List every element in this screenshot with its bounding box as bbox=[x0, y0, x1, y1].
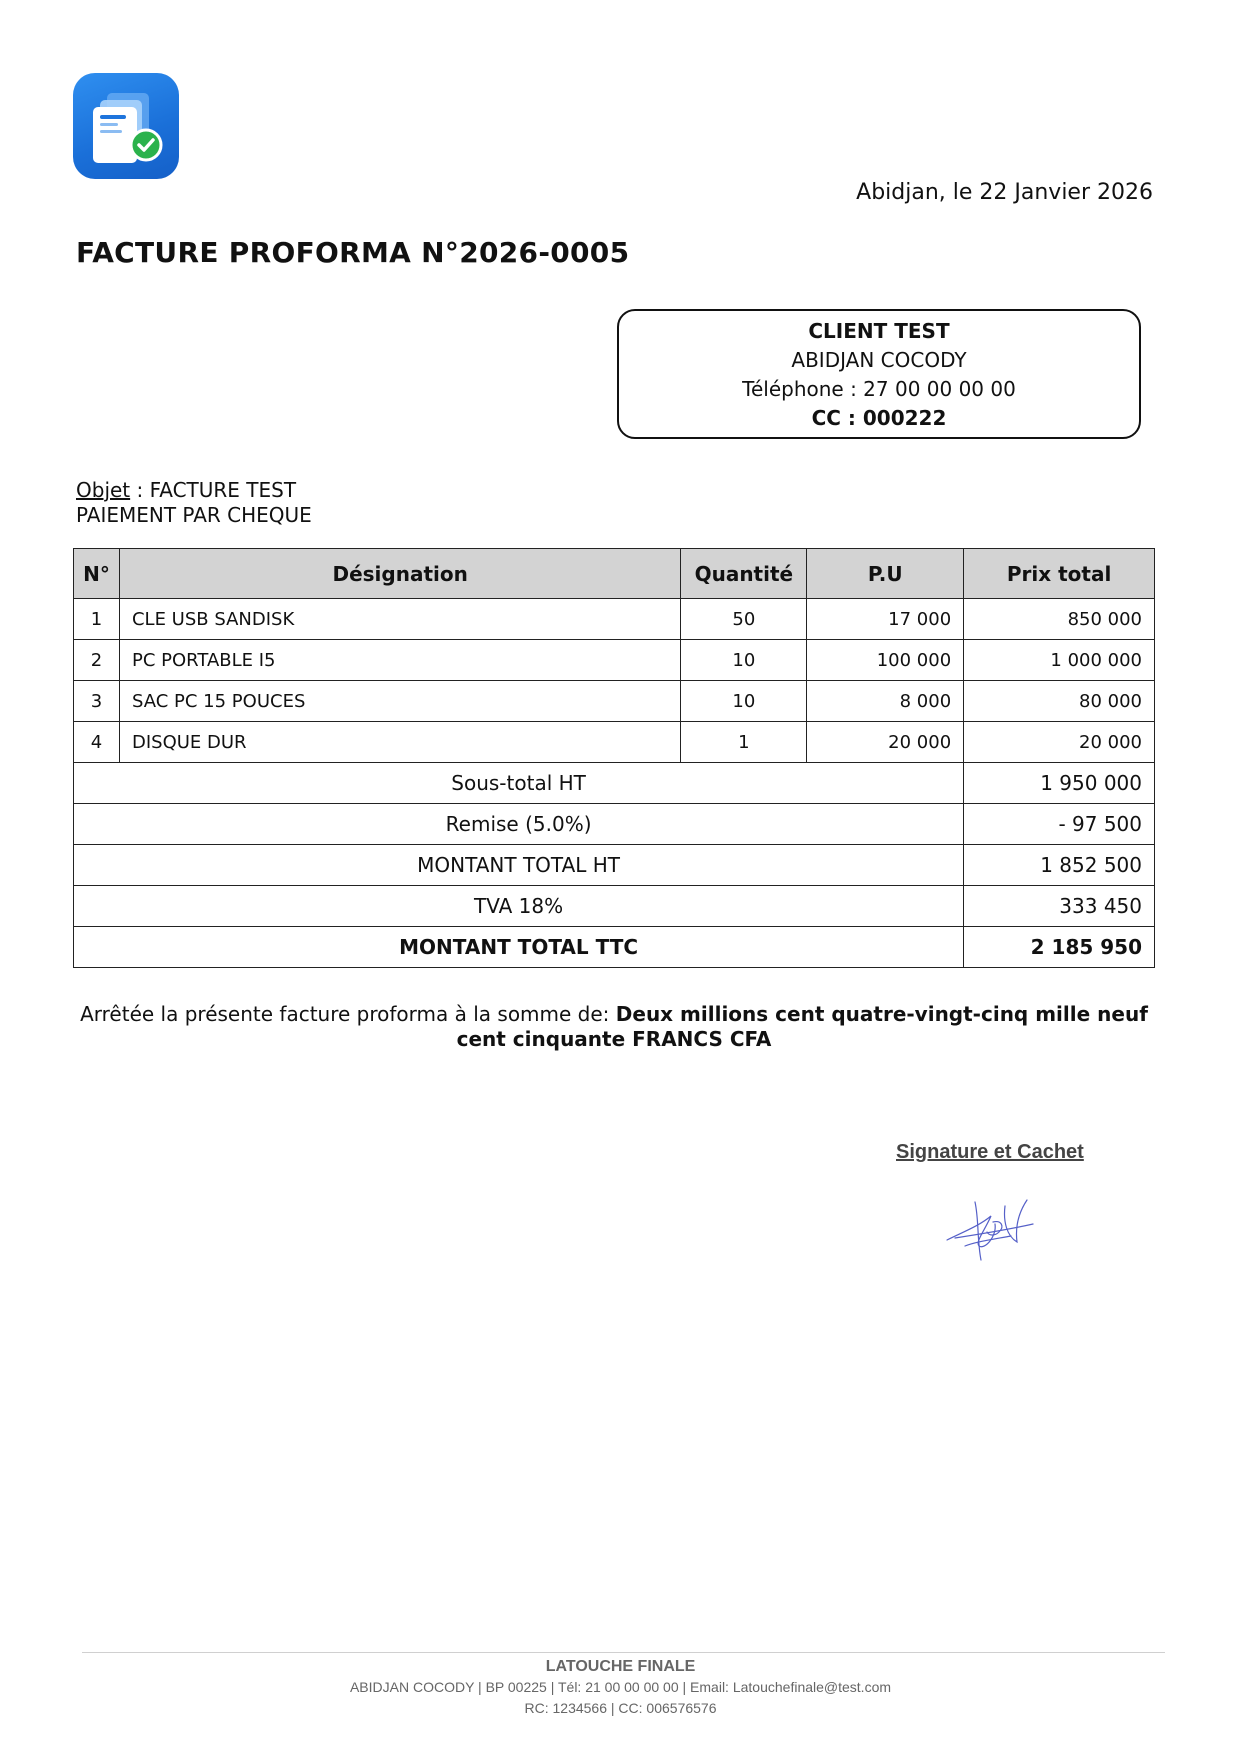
table-row bbox=[74, 599, 1155, 640]
header-unit-price: P.U bbox=[807, 549, 964, 599]
row-number: 3 bbox=[74, 681, 120, 722]
row-designation: DISQUE DUR bbox=[119, 722, 680, 763]
handwritten-signature-icon bbox=[945, 1196, 1035, 1262]
client-cc: CC : 000222 bbox=[811, 406, 947, 430]
client-name: CLIENT TEST bbox=[808, 319, 950, 343]
total-ht-value: 1 852 500 bbox=[964, 845, 1155, 886]
vat-row bbox=[74, 886, 1155, 927]
row-total: 20 000 bbox=[964, 722, 1155, 763]
amount-prefix: Arrêtée la présente facture proforma à la somme de: bbox=[80, 1002, 616, 1026]
header-quantity: Quantité bbox=[681, 549, 807, 599]
row-number: 2 bbox=[74, 640, 120, 681]
footer-divider bbox=[82, 1652, 1165, 1653]
document-check-icon bbox=[73, 73, 179, 179]
footer-company: LATOUCHE FINALE bbox=[545, 1658, 696, 1675]
payment-method: PAIEMENT PAR CHEQUE bbox=[76, 503, 312, 527]
discount-label: Remise (5.0%) bbox=[74, 804, 964, 845]
discount-row bbox=[74, 804, 1155, 845]
objet-block bbox=[76, 478, 312, 528]
footer bbox=[0, 1656, 1241, 1719]
footer-contact: ABIDJAN COCODY | BP 00225 | Tél: 21 00 00 00 00 | Email: Latouchefinale@test.com bbox=[349, 1679, 892, 1695]
total-ttc-label: MONTANT TOTAL TTC bbox=[74, 927, 964, 968]
client-phone: Téléphone : 27 00 00 00 00 bbox=[742, 377, 1016, 401]
table-header-row bbox=[74, 549, 1155, 599]
row-unit-price: 20 000 bbox=[807, 722, 964, 763]
total-ht-row bbox=[74, 845, 1155, 886]
row-total: 80 000 bbox=[964, 681, 1155, 722]
header-total-price: Prix total bbox=[964, 549, 1155, 599]
client-address: ABIDJAN COCODY bbox=[791, 348, 967, 372]
row-total: 1 000 000 bbox=[964, 640, 1155, 681]
signature-image bbox=[945, 1196, 1035, 1266]
amount-in-words bbox=[73, 1002, 1155, 1052]
row-quantity: 1 bbox=[681, 722, 807, 763]
signature-label: Signature et Cachet bbox=[896, 1141, 1084, 1163]
row-quantity: 10 bbox=[681, 681, 807, 722]
vat-label: TVA 18% bbox=[74, 886, 964, 927]
vat-value: 333 450 bbox=[964, 886, 1155, 927]
subtotal-label: Sous-total HT bbox=[74, 763, 964, 804]
invoice-title: FACTURE PROFORMA N°2026-0005 bbox=[76, 236, 630, 269]
row-unit-price: 100 000 bbox=[807, 640, 964, 681]
discount-value: - 97 500 bbox=[964, 804, 1155, 845]
table-row bbox=[74, 640, 1155, 681]
objet-value: : FACTURE TEST bbox=[130, 478, 297, 502]
total-ttc-value: 2 185 950 bbox=[964, 927, 1155, 968]
row-quantity: 10 bbox=[681, 640, 807, 681]
company-logo bbox=[73, 73, 179, 179]
row-number: 4 bbox=[74, 722, 120, 763]
row-designation: SAC PC 15 POUCES bbox=[119, 681, 680, 722]
subtotal-row bbox=[74, 763, 1155, 804]
footer-registration: RC: 1234566 | CC: 006576576 bbox=[524, 1700, 717, 1716]
objet-label: Objet bbox=[76, 478, 131, 502]
row-quantity: 50 bbox=[681, 599, 807, 640]
table-row bbox=[74, 722, 1155, 763]
row-total: 850 000 bbox=[964, 599, 1155, 640]
header-number: N° bbox=[74, 549, 120, 599]
header-designation: Désignation bbox=[119, 549, 680, 599]
total-ht-label: MONTANT TOTAL HT bbox=[74, 845, 964, 886]
subtotal-value: 1 950 000 bbox=[964, 763, 1155, 804]
row-designation: CLE USB SANDISK bbox=[119, 599, 680, 640]
row-unit-price: 17 000 bbox=[807, 599, 964, 640]
client-box bbox=[617, 309, 1141, 439]
invoice-date: Abidjan, le 22 Janvier 2026 bbox=[856, 180, 1153, 205]
total-ttc-row bbox=[74, 927, 1155, 968]
row-designation: PC PORTABLE I5 bbox=[119, 640, 680, 681]
table-row bbox=[74, 681, 1155, 722]
row-unit-price: 8 000 bbox=[807, 681, 964, 722]
items-table bbox=[73, 548, 1155, 968]
amount-words: Deux millions cent quatre-vingt-cinq mille neuf cent cinquante FRANCS CFA bbox=[456, 1002, 1148, 1051]
row-number: 1 bbox=[74, 599, 120, 640]
